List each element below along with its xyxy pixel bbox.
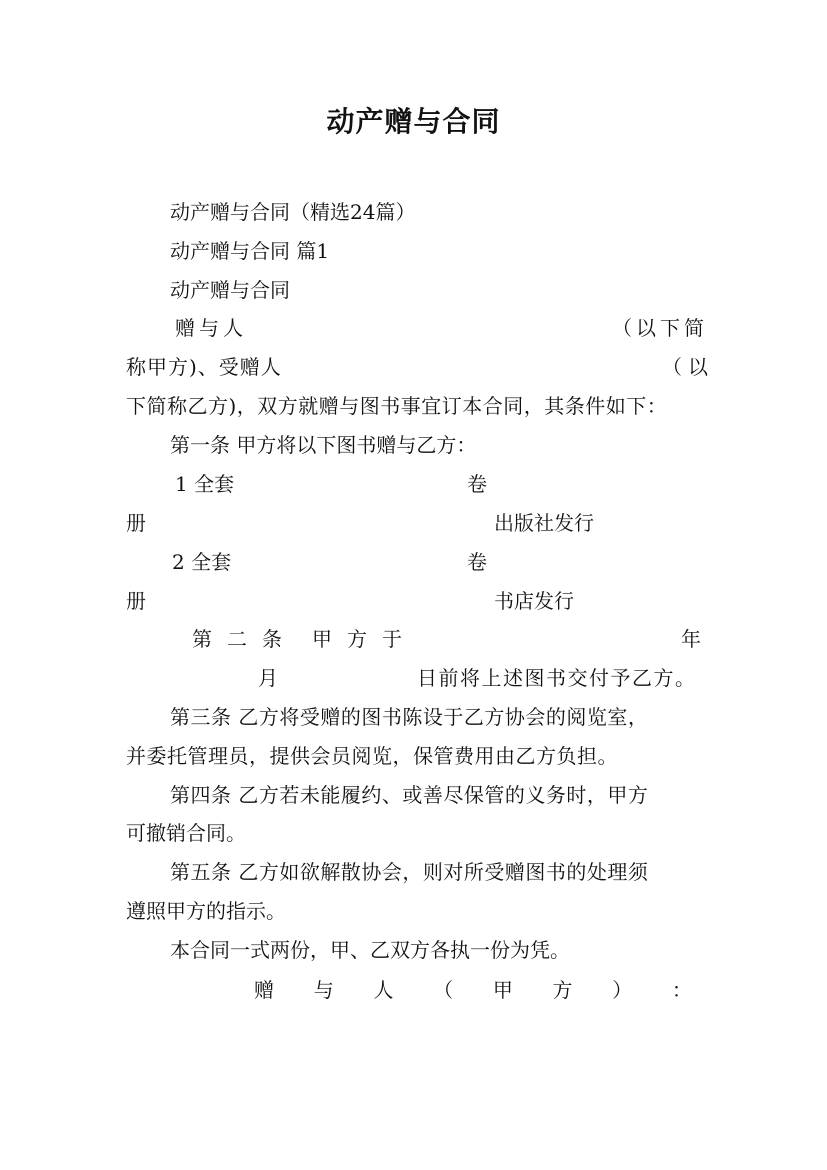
article-3-line-2: 并委托管理员，提供会员阅览，保管费用由乙方负担。 [126,744,618,768]
signature-char: （ [433,978,454,1002]
article-2-start [192,625,402,653]
donor-label: 赠与人 [175,316,247,340]
document-title: 动产赠与合同 [326,105,501,138]
article-2-char: 于 [382,627,402,651]
article-2-char: 二 [227,627,247,651]
item-1-volume: 卷 [467,472,487,496]
item-1-set: 1 全套 [175,472,235,496]
item-1-publisher: 出版社发行 [494,511,594,535]
item-1-book: 册 [126,511,146,535]
article-2-char: 条 [262,627,282,651]
signature-line [254,976,692,1004]
item-2-set: 2 全套 [172,550,232,574]
intro-end: 下简称乙方)，双方就赠与图书事宜订本合同，其条件如下： [126,394,668,418]
item-2-bookstore: 书店发行 [494,589,574,613]
signature-char: ） [612,978,633,1002]
donee-suffix: （以 [662,355,714,379]
item-2-volume: 卷 [467,550,487,574]
article-2-end: 日前将上述图书交付予乙方。 [417,666,697,690]
copies-clause: 本合同一式两份，甲、乙双方各执一份为凭。 [170,938,570,962]
donee-line: 称甲方)、受赠人 [126,355,282,379]
section-heading: 动产赠与合同 篇1 [170,239,330,263]
contract-heading: 动产赠与合同 [170,278,290,302]
article-2-month: 月 [258,666,278,690]
signature-char: 方 [552,978,573,1002]
article-1: 第一条 甲方将以下图书赠与乙方： [170,433,477,457]
article-5-line-2: 遵照甲方的指示。 [126,899,286,923]
article-4-line-1: 第四条 乙方若未能履约、或善尽保管的义务时，甲方 [170,783,649,807]
item-2-book: 册 [126,589,146,613]
article-2-char: 方 [347,627,367,651]
signature-char: ： [671,978,692,1002]
article-2-char: 甲 [312,627,332,651]
article-2-year: 年 [681,627,701,651]
donor-suffix: （以下简 [612,316,708,340]
article-3-line-1: 第三条 乙方将受赠的图书陈设于乙方协会的阅览室， [170,705,649,729]
subtitle: 动产赠与合同（精选24篇） [170,200,416,224]
article-5-line-1: 第五条 乙方如欲解散协会，则对所受赠图书的处理须 [170,860,649,884]
article-4-line-2: 可撤销合同。 [126,821,246,845]
signature-char: 与 [313,978,334,1002]
signature-char: 人 [373,978,394,1002]
signature-char: 甲 [492,978,513,1002]
signature-char: 赠 [254,978,274,1002]
article-2-char: 第 [192,627,212,651]
